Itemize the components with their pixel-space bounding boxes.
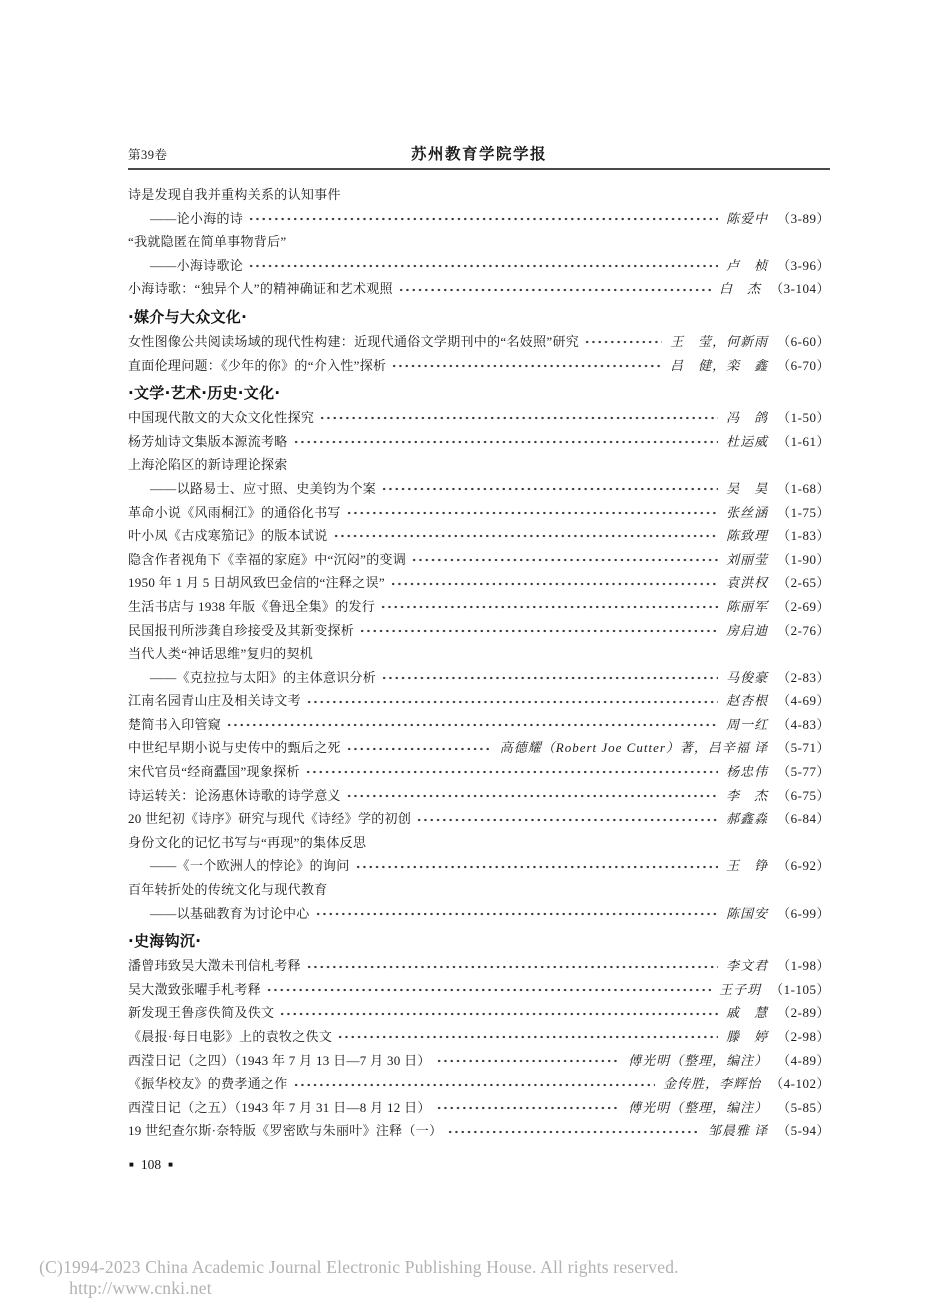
- toc-entry: [128, 548, 830, 572]
- entry-author: 陈爱中: [726, 210, 769, 226]
- entry-title: 《晨报·每日电影》上的袁牧之佚文: [128, 1029, 333, 1044]
- entry-title: 小海诗歌：“独异个人”的精神确证和艺术观照: [128, 281, 393, 297]
- toc-list: [128, 183, 830, 1143]
- toc-entry: [128, 430, 830, 454]
- entry-title: 1950 年 1 月 5 日胡风致巴金信的“注释之误”: [128, 575, 385, 591]
- toc-entry: [128, 713, 830, 737]
- toc-entry: [128, 807, 830, 831]
- entry-author: 王子玥: [719, 981, 762, 997]
- entry-author: 滕 婷: [726, 1029, 769, 1044]
- entry-author: 吕 健，栾 鑫: [670, 357, 769, 373]
- entry-title: ——以路易士、应寸照、史美钧为个案: [150, 480, 377, 496]
- entry-title: ——论小海的诗: [150, 210, 244, 226]
- dotted-leader: [390, 571, 718, 595]
- entry-page-ref: （3-89）: [777, 210, 830, 226]
- entry-title: 百年转折处的传统文化与现代教育: [128, 882, 328, 898]
- entry-page-ref: （6-92）: [777, 858, 830, 874]
- toc-entry: [128, 595, 830, 619]
- entry-page-ref: （5-94）: [777, 1123, 830, 1139]
- toc-entry: [128, 1072, 830, 1096]
- entry-title: ——以基础教育为讨论中心: [150, 905, 310, 921]
- dotted-leader: [416, 807, 718, 831]
- entry-title: 西滢日记（之五）（1943 年 7 月 31 日—8 月 12 日）: [128, 1099, 431, 1115]
- entry-author: 冯 鸽: [726, 410, 769, 426]
- entry-page-ref: （3-96）: [777, 257, 830, 273]
- entry-page-ref: （5-77）: [777, 764, 830, 780]
- entry-author: 杨忠伟: [726, 764, 769, 780]
- entry-title: 江南名园青山庄及相关诗文考: [128, 693, 301, 709]
- toc-entry: [128, 666, 830, 690]
- dotted-leader: [391, 354, 662, 378]
- entry-title: 生活书店与 1938 年版《鲁迅全集》的发行: [128, 598, 376, 614]
- section-heading: [128, 928, 830, 954]
- entry-title: ——小海诗歌论: [150, 257, 244, 273]
- toc-entry: [128, 978, 830, 1002]
- dotted-leader: [248, 254, 718, 278]
- entry-title: 中国现代散文的大众文化性探究: [128, 410, 315, 426]
- entry-title: 身份文化的记忆书写与“再现”的集体反思: [128, 834, 367, 850]
- entry-author: 王 铮: [726, 858, 769, 874]
- entry-page-ref: （4-102）: [770, 1076, 830, 1092]
- dotted-leader: [333, 524, 719, 548]
- page-number: [129, 1157, 173, 1173]
- toc-entry: [128, 642, 830, 666]
- volume-label: 第39卷: [128, 148, 168, 162]
- entry-page-ref: （6-75）: [777, 787, 830, 803]
- section-heading: [128, 304, 830, 330]
- dotted-leader: [584, 330, 662, 354]
- toc-entry: [128, 254, 830, 278]
- entry-title: 直面伦理问题：《少年的你》的“介入性”探析: [128, 357, 387, 373]
- entry-page-ref: （3-104）: [770, 281, 830, 297]
- dotted-leader: [248, 207, 718, 231]
- dotted-leader: [346, 736, 492, 760]
- entry-author: 郝鑫淼: [726, 811, 769, 827]
- toc-entry: [128, 1025, 830, 1049]
- entry-author: 陈致理: [726, 528, 769, 544]
- page-marker-left-icon: ■: [129, 1160, 134, 1169]
- entry-page-ref: （1-90）: [777, 551, 830, 567]
- dotted-leader: [266, 978, 711, 1002]
- entry-page-ref: （1-105）: [770, 981, 830, 997]
- entry-title: 诗是发现自我并重构关系的认知事件: [128, 187, 341, 202]
- entry-page-ref: （6-84）: [777, 811, 830, 827]
- page-header: [128, 141, 830, 170]
- page-marker-right-icon: ■: [168, 1160, 173, 1169]
- journal-title: 苏州教育学院学报: [410, 146, 547, 163]
- entry-title: 楚简书入印管窥: [128, 716, 222, 732]
- dotted-leader: [293, 1072, 656, 1096]
- entry-author: 卢 桢: [726, 257, 769, 273]
- entry-title: 民国报刊所涉龚自珍接受及其新变探析: [128, 622, 355, 638]
- toc-entry: [128, 453, 830, 477]
- entry-author: 陈丽军: [726, 598, 769, 614]
- toc-entry: [128, 831, 830, 855]
- entry-title: 当代人类“神话思维”复归的契机: [128, 646, 314, 662]
- entry-author: 高德耀（Robert Joe Cutter）著，吕辛福 译: [499, 740, 769, 756]
- dotted-leader: [279, 1001, 718, 1025]
- entry-title: 革命小说《风雨桐江》的通俗化书写: [128, 504, 341, 520]
- entry-page-ref: （5-71）: [777, 740, 830, 756]
- entry-page-ref: （2-98）: [777, 1029, 830, 1044]
- entry-page-ref: （1-61）: [777, 433, 830, 449]
- dotted-leader: [359, 619, 718, 643]
- entry-title: 《振华校友》的费孝通之作: [128, 1076, 288, 1092]
- entry-author: 周一红: [726, 716, 769, 732]
- entry-title: 潘曾玮致吴大澂未刊信札考释: [128, 958, 301, 974]
- dotted-leader: [226, 713, 718, 737]
- entry-page-ref: （6-70）: [777, 357, 830, 373]
- entry-author: 戚 慧: [726, 1005, 769, 1021]
- dotted-leader: [447, 1119, 700, 1143]
- entry-page-ref: （1-98）: [777, 958, 830, 974]
- entry-author: 袁洪权: [726, 575, 769, 591]
- toc-entry: [128, 954, 830, 978]
- toc-entry: [128, 689, 830, 713]
- dotted-leader: [355, 854, 719, 878]
- toc-entry: [128, 477, 830, 501]
- toc-entry: [128, 1001, 830, 1025]
- entry-author: 赵杏根: [726, 693, 769, 709]
- toc-entry: [128, 784, 830, 808]
- toc-entry: [128, 1119, 830, 1143]
- section-title: ·媒介与大众文化·: [128, 307, 248, 326]
- toc-entry: [128, 183, 830, 207]
- entry-page-ref: （1-83）: [777, 528, 830, 544]
- dotted-leader: [306, 954, 718, 978]
- entry-page-ref: （4-89）: [777, 1052, 830, 1068]
- toc-entry: [128, 1049, 830, 1073]
- entry-page-ref: （2-69）: [777, 598, 830, 614]
- entry-author: 王 莹，何新雨: [670, 333, 769, 349]
- entry-author: 金传胜，李辉怡: [663, 1076, 762, 1092]
- toc-entry: [128, 501, 830, 525]
- dotted-leader: [381, 477, 718, 501]
- entry-title: 隐含作者视角下《幸福的家庭》中“沉闷”的变调: [128, 551, 407, 567]
- entry-title: 宋代官员“经商蠹国”现象探析: [128, 764, 300, 780]
- entry-title: 杨芳灿诗文集版本源流考略: [128, 433, 288, 449]
- entry-author: 杜运威: [726, 433, 769, 449]
- toc-entry: [128, 277, 830, 301]
- entry-page-ref: （2-76）: [777, 622, 830, 638]
- entry-page-ref: （1-50）: [777, 410, 830, 426]
- page-number-value: 108: [140, 1157, 162, 1172]
- entry-title: “我就隐匿在简单事物背后”: [128, 234, 287, 250]
- entry-author: 张丝涵: [726, 504, 769, 520]
- entry-page-ref: （2-89）: [777, 1005, 830, 1021]
- footer-url: http://www.cnki.net: [69, 1278, 212, 1298]
- entry-title: 诗运转关：论汤惠休诗歌的诗学意义: [128, 787, 341, 803]
- toc-entry: [128, 902, 830, 926]
- toc-entry: [128, 571, 830, 595]
- entry-author: 陈国安: [726, 905, 769, 921]
- entry-author: 马俊豪: [726, 669, 769, 685]
- toc-entry: [128, 406, 830, 430]
- entry-author: 刘丽莹: [726, 551, 769, 567]
- entry-page-ref: （6-99）: [777, 905, 830, 921]
- entry-title: 吴大澂致张曜手札考释: [128, 981, 262, 997]
- toc-entry: [128, 736, 830, 760]
- dotted-leader: [337, 1025, 718, 1049]
- entry-title: 叶小凤《古戍寒笳记》的版本试说: [128, 528, 328, 544]
- dotted-leader: [398, 277, 711, 301]
- toc-entry: [128, 878, 830, 902]
- entry-author: 邹晨雅 译: [707, 1123, 769, 1139]
- dotted-leader: [436, 1049, 620, 1073]
- entry-title: 20 世纪初《诗序》研究与现代《诗经》学的初创: [128, 811, 412, 827]
- dotted-leader: [305, 760, 718, 784]
- toc-entry: [128, 230, 830, 254]
- dotted-leader: [380, 595, 718, 619]
- entry-author: 李 杰: [726, 787, 769, 803]
- entry-title: 上海沦陷区的新诗理论探索: [128, 457, 288, 473]
- toc-entry: [128, 207, 830, 231]
- entry-page-ref: （1-75）: [777, 504, 830, 520]
- entry-page-ref: （5-85）: [777, 1099, 830, 1115]
- entry-page-ref: （2-83）: [777, 669, 830, 685]
- entry-page-ref: （4-69）: [777, 693, 830, 709]
- toc-entry: [128, 354, 830, 378]
- toc-entry: [128, 619, 830, 643]
- dotted-leader: [346, 501, 718, 525]
- section-title: ·史海钩沉·: [128, 932, 202, 951]
- entry-author: 吴 昊: [726, 480, 769, 496]
- section-title: ·文学·艺术·历史·文化·: [128, 384, 281, 403]
- entry-author: 白 杰: [719, 281, 762, 297]
- entry-author: 傅光明（整理，编注）: [628, 1052, 769, 1068]
- entry-title: ——《克拉拉与太阳》的主体意识分析: [150, 669, 377, 685]
- toc-entry: [128, 524, 830, 548]
- dotted-leader: [293, 430, 719, 454]
- dotted-leader: [436, 1096, 620, 1120]
- entry-title: 中世纪早期小说与史传中的甄后之死: [128, 740, 341, 756]
- toc-entry: [128, 330, 830, 354]
- section-heading: [128, 380, 830, 406]
- entry-title: 女性图像公共阅读场域的现代性构建：近现代通俗文学期刊中的“名妓照”研究: [128, 333, 580, 349]
- copyright-footer: [30, 1236, 679, 1299]
- dotted-leader: [315, 902, 719, 926]
- copyright-text: (C)1994-2023 China Academic Journal Electronic Publishing House. All rights reserved.: [39, 1257, 679, 1277]
- entry-page-ref: （6-60）: [777, 333, 830, 349]
- entry-author: 房启迪: [726, 622, 769, 638]
- dotted-leader: [306, 689, 718, 713]
- entry-author: 李文君: [726, 958, 769, 974]
- entry-title: 西滢日记（之四）（1943 年 7 月 13 日—7 月 30 日）: [128, 1052, 431, 1068]
- entry-title: ——《一个欧洲人的悖论》的询问: [150, 858, 350, 874]
- dotted-leader: [319, 406, 718, 430]
- toc-entry: [128, 760, 830, 784]
- toc-entry: [128, 1096, 830, 1120]
- dotted-leader: [411, 548, 718, 572]
- entry-author: 傅光明（整理，编注）: [628, 1099, 769, 1115]
- entry-page-ref: （1-68）: [777, 480, 830, 496]
- toc-entry: [128, 854, 830, 878]
- entry-page-ref: （4-83）: [777, 716, 830, 732]
- dotted-leader: [346, 784, 718, 808]
- dotted-leader: [381, 666, 718, 690]
- entry-title: 新发现王鲁彦佚简及佚文: [128, 1005, 275, 1021]
- entry-title: 19 世纪查尔斯·奈特版《罗密欧与朱丽叶》注释（一）: [128, 1123, 443, 1139]
- entry-page-ref: （2-65）: [777, 575, 830, 591]
